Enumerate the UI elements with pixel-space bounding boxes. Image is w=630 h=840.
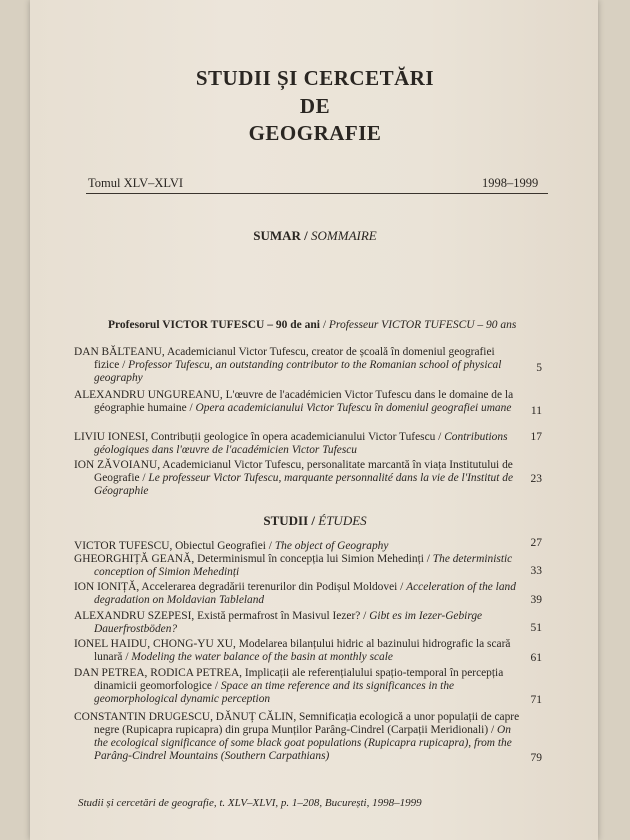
entry-page-number: 33 xyxy=(530,565,542,577)
toc-entry: VICTOR TUFESCU, Obiectul Geografiei / The object of Geography xyxy=(74,540,389,552)
entry-page-number: 23 xyxy=(530,473,542,485)
entry-title-translation: The object of Geography xyxy=(274,540,389,552)
entry-title-ro: Implicații ale referențialului spațio-temporal în percepția dinamicii geomorfologice xyxy=(94,667,504,692)
studies-heading: STUDII / ÉTUDES xyxy=(263,513,367,528)
entry-title-ro: Semnificația ecologică a unor populații de capre negre (Rupicapra rupicapra) din grupa Munților Parâng-Cindrel (Carpații Meridionali) xyxy=(94,711,520,736)
entry-title-translation: On the ecological significance of some black goat populations (Rupicapra rupicapra), from the Parâng-Cindrel Mountains (Southern Carpathians) xyxy=(94,724,512,762)
toc-entry: ALEXANDRU UNGUREANU, L'œuvre de l'académicien Victor Tufescu dans le domaine de la géographie humaine / Opera academicianului Victor Tufescu în domeniul geografiei umane xyxy=(74,389,514,414)
entry-author: DAN BĂLTEANU xyxy=(74,346,162,358)
toc-entry: DAN PETREA, RODICA PETREA, Implicații ale referențialului spațio-temporal în percepția dinamicii geomorfologice / Space an time reference and its significances in the geomorphological dynamic perception xyxy=(74,667,504,705)
entry-author: DAN PETREA, RODICA PETREA xyxy=(74,667,240,679)
entry-title-translation: Opera academicianului Victor Tufescu în domeniul geografiei umane xyxy=(195,402,512,414)
entry-title-translation: Space an time reference and its significances in the geomorphological dynamic perception xyxy=(94,680,455,705)
entry-author: CONSTANTIN DRUGESCU, DĂNUȚ CĂLIN xyxy=(74,711,294,723)
entry-author: GHEORGHIȚĂ GEANĂ xyxy=(74,553,192,565)
toc-entry: GHEORGHIȚĂ GEANĂ, Determinismul în concepția lui Simion Mehedinți / The deterministic conception of Simion Mehedinți xyxy=(74,553,513,578)
entry-page-number: 11 xyxy=(530,405,542,417)
entry-title-translation: Acceleration of the land degradation on Moldavian Tableland xyxy=(94,581,516,606)
toc-entry: CONSTANTIN DRUGESCU, DĂNUȚ CĂLIN, Semnificația ecologică a unor populații de capre negre (Rupicapra rupicapra) din grupa Munților Parâng-Cindrel (Carpații Meridionali) / On the ecological significance of some black goat populations (Rupicapra rupicapra), from the Parâng-Cindrel Mountains (Southern Carpathians) xyxy=(74,711,520,762)
entry-title-translation: Modeling the water balance of the basin at monthly scale xyxy=(131,651,393,663)
footer-citation: Studii și cercetări de geografie, t. XLV–XLVI, p. 1–208, București, 1998–1999 xyxy=(78,797,422,809)
toc-entry: ION ZĂVOIANU, Academicianul Victor Tufescu, personalitate marcantă în viața Institutului de Geografie / Le professeur Victor Tufescu, marquante personnalité dans la vie de l'Institut de Géographie xyxy=(74,459,513,497)
entry-author: IONEL HAIDU, CHONG-YU XU xyxy=(74,638,234,650)
entry-page-number: 39 xyxy=(530,594,542,606)
summary-title: SUMAR / SOMMAIRE xyxy=(253,228,377,243)
tribute-heading: Profesorul VICTOR TUFESCU – 90 de ani / Professeur VICTOR TUFESCU – 90 ans xyxy=(108,319,517,331)
years-label: 1998–1999 xyxy=(482,176,539,190)
entry-title-translation: Contributions géologiques dans l'œuvre de l'académicien Victor Tufescu xyxy=(94,431,508,456)
entry-author: ALEXANDRU UNGUREANU xyxy=(74,389,220,401)
entry-page-number: 79 xyxy=(530,752,542,764)
journal-title-line1: STUDII ȘI CERCETĂRI xyxy=(195,66,435,90)
entry-title-translation: The deterministic conception of Simion Mehedinți xyxy=(94,553,513,578)
entry-page-number: 51 xyxy=(530,622,542,634)
toc-entry: ALEXANDRU SZEPESI, Există permafrost în Masivul Iezer? / Gibt es im Iezer-Gebirge Dauerfrostböden? xyxy=(74,610,483,635)
entry-page-number: 5 xyxy=(536,362,542,374)
entry-title-ro: Academicianul Victor Tufescu, personalitate marcantă în viața Institutului de Geografie xyxy=(94,459,513,484)
entry-author: LIVIU IONESI xyxy=(74,431,146,443)
entry-title-ro: Contribuții geologice în opera academicianului Victor Tufescu xyxy=(150,431,436,443)
entry-title-translation: Le professeur Victor Tufescu, marquante personnalité dans la vie de l'Institut de Géographie xyxy=(94,472,513,497)
entry-title-ro: Obiectul Geografiei xyxy=(175,540,266,552)
toc-entry: IONEL HAIDU, CHONG-YU XU, Modelarea bilanțului hidric al bazinului hidrografic la scară lunară / Modeling the water balance of the basin at monthly scale xyxy=(74,638,511,663)
entry-page-number: 27 xyxy=(530,537,542,549)
entry-page-number: 61 xyxy=(530,652,542,664)
toc-entry: ION IONIȚĂ, Accelerarea degradării terenurilor din Podișul Moldovei / Acceleration of the land degradation on Moldavian Tableland xyxy=(74,581,516,606)
entry-author: ION IONIȚĂ xyxy=(74,581,137,593)
entry-title-ro: Accelerarea degradării terenurilor din Podișul Moldovei xyxy=(141,581,398,593)
entry-author: ALEXANDRU SZEPESI xyxy=(74,610,192,622)
entry-author: VICTOR TUFESCU xyxy=(74,540,170,552)
entry-page-number: 71 xyxy=(530,694,542,706)
entry-title-translation: Professor Tufescu, an outstanding contributor to the Romanian school of physical geography xyxy=(94,359,502,384)
entry-title-ro: Determinismul în concepția lui Simion Mehedinți xyxy=(197,553,424,565)
entry-page-number: 17 xyxy=(530,431,542,443)
entry-title-ro: Există permafrost în Masivul Iezer? xyxy=(197,610,361,622)
volume-label: Tomul XLV–XLVI xyxy=(88,176,184,190)
header-rule xyxy=(86,193,548,194)
entry-title-ro: L'œuvre de l'académicien Victor Tufescu dans le domaine de la géographie humaine xyxy=(94,389,514,414)
journal-title-line2: DE xyxy=(299,94,331,118)
entry-title-ro: Academicianul Victor Tufescu, creator de școală în domeniul geografiei fizice xyxy=(94,346,495,371)
journal-title-line3: GEOGRAFIE xyxy=(248,121,382,145)
toc-entry: DAN BĂLTEANU, Academicianul Victor Tufescu, creator de școală în domeniul geografiei fizice / Professor Tufescu, an outstanding contributor to the Romanian school of physical geography xyxy=(74,346,502,384)
entry-title-translation: Gibt es im Iezer-Gebirge Dauerfrostböden? xyxy=(94,610,483,635)
toc-entry: LIVIU IONESI, Contribuții geologice în opera academicianului Victor Tufescu / Contributions géologiques dans l'œuvre de l'académicien Victor Tufescu xyxy=(74,431,508,456)
entry-title-ro: Modelarea bilanțului hidric al bazinului hidrografic la scară lunară xyxy=(94,638,511,663)
entry-author: ION ZĂVOIANU xyxy=(74,459,158,471)
